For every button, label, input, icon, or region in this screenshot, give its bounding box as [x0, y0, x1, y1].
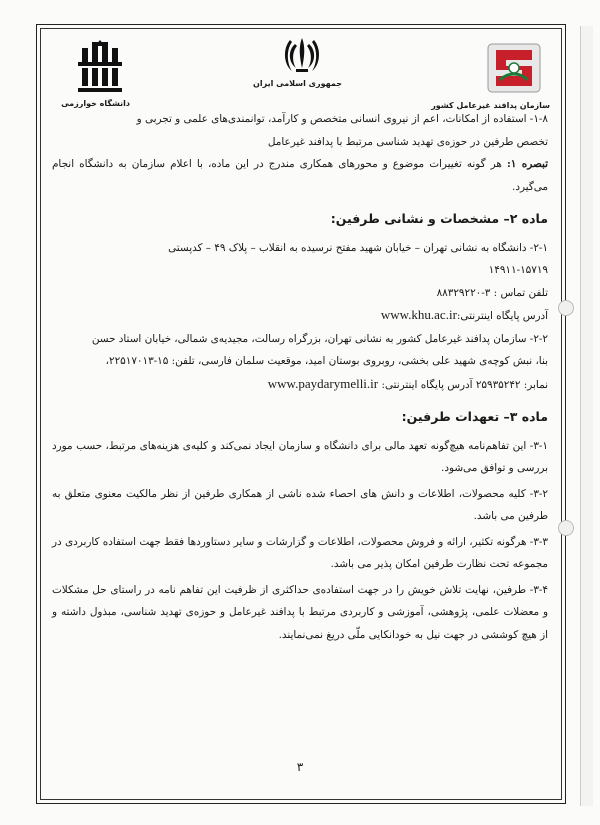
paragraph-2-1-address: ۲-۱- دانشگاه به نشانی تهران – خیابان شهید مفتح نرسیده به انقلاب – پلاک ۴۹ – کدپستی	[168, 241, 548, 254]
passive-defense-organization-logo	[431, 40, 550, 112]
university-website-label: آدرس پایگاه اینترنتی:	[456, 310, 548, 322]
article-2-heading: ماده ۲– مشخصات و نشانی طرفین:	[330, 211, 548, 226]
paragraph-3-2: ۳-۲- کلیه محصولات، اطلاعات و دانش های احصاء شده ناشی از همکاری طرفین از نظر مالکیت معنوی متعلق به طرفین می باشد.	[52, 487, 548, 522]
note-1	[52, 153, 548, 198]
note-1-label: تبصره ۱:	[506, 158, 548, 170]
paragraph-2-2-line-2: بنا، نبش کوچه‌ی شهید علی بخشی، روبروی بوستان امید، موقعیت سلمان فارسی، تلفن: ۱۵-۲۲۵۱۷۰۱۳،	[105, 355, 548, 367]
passive-defense-emblem-icon	[484, 40, 544, 96]
iran-logo-caption: جمهوری اسلامی ایران	[253, 79, 342, 88]
iran-emblem-logo	[253, 36, 342, 96]
binder-edge	[580, 26, 593, 806]
punch-hole-top	[558, 300, 574, 316]
article-3-heading: ماده ۳– تعهدات طرفین:	[401, 409, 548, 424]
punch-hole-bottom	[558, 520, 574, 536]
paragraph-3-3: ۳-۳- هرگونه تکثیر، ارائه و فروش محصولات، اطلاعات و گزارشات و سایر دستاوردها فقط جهت استفاده کاربردی در مجموعه تحت نظارت طرفین امکان پذیر می باشد.	[52, 535, 548, 570]
kharazmi-university-logo	[61, 40, 130, 112]
university-website-link[interactable]: www.khu.ac.ir	[380, 307, 457, 322]
document-body	[52, 108, 548, 646]
passive-defense-logo-caption: سازمان پدافند غیرعامل کشور	[431, 101, 550, 110]
paragraph-3-4: ۳-۴- طرفین، نهایت تلاش خویش را در جهت استفاده‌ی حداکثری از ظرفیت این تفاهم نامه در راستای حل مشکلات و معضلات علمی، پژوهشی، آموزشی و کاربردی مرتبط با پدافند غیرعامل و حوزه‌ی تهدید شناسی، مبذول داشته و از هیچ کوششی در جهت نیل به خودانکایی ملّی دریغ نمی‌نمایند.	[52, 583, 548, 641]
paragraph-2-2-line-1: ۲-۲- سازمان پدافند غیرعامل کشور به نشانی تهران، بزرگراه رسالت، مجیدیه‌ی شمالی، خیابان استاد حسن	[91, 332, 548, 345]
organization-fax-label: نمابر: ۲۵۹۳۵۲۴۲ آدرس پایگاه اینترنتی:	[381, 378, 548, 391]
university-website-line	[52, 304, 548, 328]
kharazmi-logo-caption: دانشگاه خوارزمی	[61, 99, 130, 108]
page-number: ۳	[296, 760, 304, 774]
note-1-text: هر گونه تغییرات موضوع و محورهای همکاری مندرج در این ماده، با اعلام سازمان به دانشگاه انجام می‌گیرد.	[52, 158, 548, 193]
paragraph-1-8-line-1: ۱-۸- استفاده از امکانات، اعم از نیروی انسانی متخصص و کارآمد، توانمندی‌های علمی و تجربی و	[136, 113, 548, 125]
organization-fax-website-line	[52, 373, 548, 397]
paragraph-1-8-line-2: تخصص طرفین در حوزه‌ی تهدید شناسی مرتبط با پدافند غیرعامل	[267, 135, 548, 148]
organization-website-link[interactable]: www.paydarymelli.ir	[267, 375, 379, 391]
university-phone: تلفن تماس : ۳-۸۸۳۲۹۲۲۰	[436, 286, 548, 299]
kharazmi-emblem-icon	[74, 40, 126, 94]
iran-emblem-icon	[282, 36, 322, 74]
paragraph-3-1: ۳-۱- این تفاهم‌نامه هیچ‌گونه تعهد مالی برای دانشگاه و سازمان ایجاد نمی‌کند و کلیه‌ی هزینه‌های مرتبط، حسب مورد بررسی و توافق می‌شود.	[52, 439, 548, 474]
paragraph-2-1-postal-code: ۱۴۹۱۱-۱۵۷۱۹	[488, 264, 548, 276]
